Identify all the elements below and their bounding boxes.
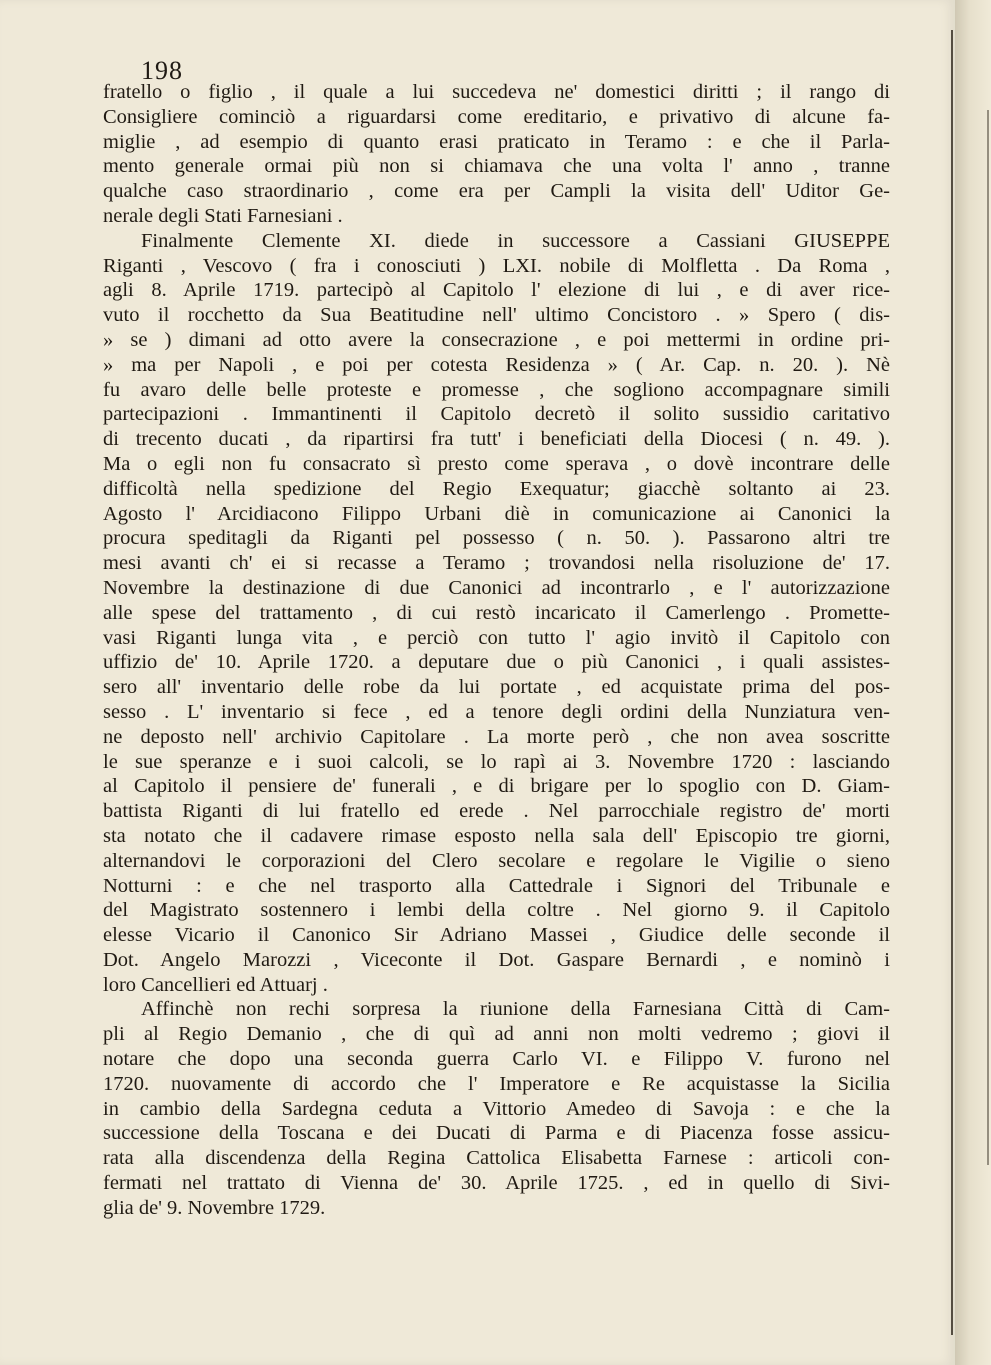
text-line: Ma o egli non fu consacrato sì presto come sperava , o dovè incontrare delle [103,452,890,475]
text-line: fermati nel trattato di Vienna de' 30. Aprile 1725. , ed in quello di Sivi- [103,1172,890,1195]
page-edge-line [951,30,953,1335]
text-line: sta notato che il cadavere rimase esposto nella sala dell' Episcopio tre giorni, [103,824,890,847]
text-line: Riganti , Vescovo ( fra i conosciuti ) LXI. nobile di Molfletta . Da Roma , [103,254,890,277]
text-line: Affinchè non rechi sorpresa la riunione della Farnesiana Città di Cam- [141,998,890,1021]
text-line: agli 8. Aprile 1719. partecipò al Capitolo l' elezione di lui , e di aver rice- [103,279,890,302]
text-line: Agosto l' Arcidiacono Filippo Urbani diè in comunicazione ai Canonici la [103,502,890,525]
text-line: pli al Regio Demanio , che di quì ad anni non molti vedremo ; giovi il [103,1023,890,1046]
page-edge-line [987,110,989,1165]
page-number: 198 [141,56,183,85]
text-line: loro Cancellieri ed Attuarj . [103,973,328,996]
text-line: sesso . L' inventario si fece , ed a tenore degli ordini della Nunziatura ven- [103,700,890,723]
text-line: Novembre la destinazione di due Canonici ad incontrarlo , e l' autorizzazione [103,576,890,599]
text-line: difficoltà nella spedizione del Regio Exequatur; giacchè soltanto ai 23. [103,477,890,500]
text-line: » se ) dimani ad otto avere la consecrazione , e poi mettermi in ordine pri- [103,328,890,351]
body-text [103,80,890,1221]
text-line: notare che dopo una seconda guerra Carlo VI. e Filippo V. furono nel [103,1048,890,1071]
text-line: vasi Riganti lunga vita , e perciò con tutto l' agio invitò il Capitolo con [103,626,890,649]
text-line: mento generale ormai più non si chiamava che una volta l' anno , tranne [103,155,890,178]
text-line: le sue speranze e i suoi calcoli, se lo rapì ai 3. Novembre 1720 : lasciando [103,750,890,773]
text-line: del Magistrato sostennero i lembi della coltre . Nel giorno 9. il Capitolo [103,899,890,922]
text-line: procura speditagli da Riganti pel possesso ( n. 50. ). Passarono altri tre [103,527,890,550]
text-line: mesi avanti ch' ei si recasse a Teramo ; trovandosi nella risoluzione de' 17. [103,552,890,575]
text-line: battista Riganti di lui fratello ed erede . Nel parrocchiale registro de' morti [103,800,890,823]
text-line: di trecento ducati , da ripartirsi fra tutt' i beneficiati della Diocesi ( n. 49. ). [103,428,890,451]
text-line: nerale degli Stati Farnesiani . [103,204,343,227]
text-line: glia de' 9. Novembre 1729. [103,1196,326,1219]
text-line: Consigliere cominciò a riguardarsi come ereditario, e privativo di alcune fa- [103,105,890,128]
text-line: elesse Vicario il Canonico Sir Adriano Massei , Giudice delle seconde il [103,924,890,947]
text-line: in cambio della Sardegna ceduta a Vittorio Amedeo di Savoja : e che la [103,1097,890,1120]
text-line: alternandovi le corporazioni del Clero secolare e regolare le Vigilie o sieno [103,849,890,872]
text-line: Notturni : e che nel trasporto alla Cattedrale i Signori del Tribunale e [103,874,890,897]
text-line: miglie , ad esempio di quanto erasi praticato in Teramo : e che il Parla- [103,130,890,153]
text-line: uffizio de' 10. Aprile 1720. a deputare due o più Canonici , i quali assistes- [103,651,890,674]
text-line: partecipazioni . Immantinenti il Capitolo decretò il solito sussidio caritativo [103,403,890,426]
text-line: al Capitolo il pensiere de' funerali , e di brigare per lo spoglio con D. Giam- [103,775,890,798]
text-line: successione della Toscana e dei Ducati di Parma e di Piacenza fosse assicu- [103,1122,890,1145]
text-line: ne deposto nell' archivio Capitolare . La morte però , che non avea soscritte [103,725,890,748]
text-line: Dot. Angelo Marozzi , Viceconte il Dot. Gaspare Bernardi , e nominò i [103,948,890,971]
text-line: Finalmente Clemente XI. diede in successore a Cassiani GIUSEPPE [141,229,890,252]
text-line: sero all' inventario delle robe da lui portate , ed acquistate prima del pos- [103,676,890,699]
text-line: 1720. nuovamente di accordo che l' Imperatore e Re acquistasse la Sicilia [103,1072,890,1095]
text-line: vuto il rocchetto da Sua Beatitudine nell' ultimo Concistoro . » Spero ( dis- [103,304,890,327]
text-line: qualche caso straordinario , come era per Campli la visita dell' Uditor Ge- [103,180,890,203]
text-line: » ma per Napoli , e poi per cotesta Residenza » ( Ar. Cap. n. 20. ). Nè [103,353,890,376]
page-edge [955,0,991,1365]
text-line: fu avaro delle belle proteste e promesse , che sogliono accompagnare simili [103,378,890,401]
text-line: rata alla discendenza della Regina Cattolica Elisabetta Farnese : articoli con- [103,1147,890,1170]
text-line: fratello o figlio , il quale a lui succedeva ne' domestici diritti ; il rango di [103,81,890,103]
text-line: alle spese del trattamento , di cui restò incaricato il Camerlengo . Promette- [103,601,890,624]
